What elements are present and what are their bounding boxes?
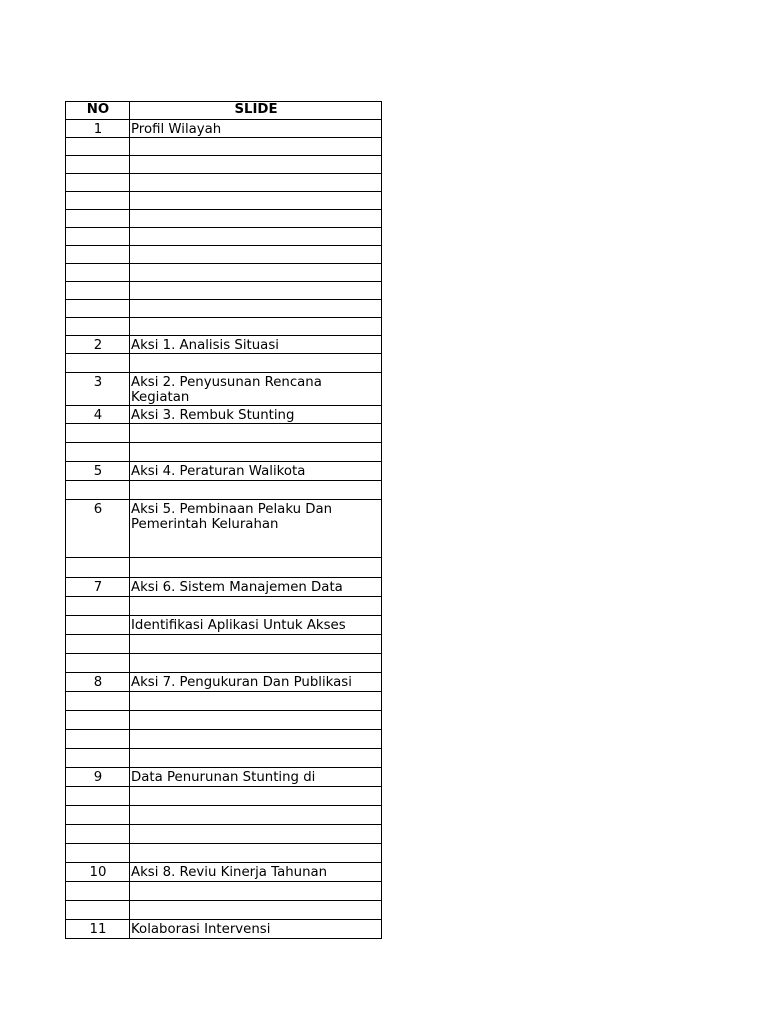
table-row [66,406,382,424]
cell-no[interactable] [66,806,130,825]
table-row [66,635,382,654]
cell-no[interactable] [66,300,130,318]
cell-slide[interactable] [130,787,382,806]
table-row [66,192,382,210]
cell-slide[interactable] [130,424,382,443]
table-row [66,210,382,228]
table-row [66,246,382,264]
cell-no[interactable] [66,210,130,228]
table-body [66,120,382,939]
cell-no[interactable]: 5 [66,462,130,481]
cell-slide[interactable] [130,120,382,138]
cell-slide[interactable] [130,500,382,558]
table-row [66,863,382,882]
cell-no[interactable] [66,692,130,711]
cell-slide[interactable] [130,654,382,673]
cell-slide[interactable] [130,481,382,500]
cell-slide[interactable] [130,558,382,578]
cell-no[interactable] [66,901,130,920]
cell-no[interactable] [66,282,130,300]
cell-slide[interactable] [130,768,382,787]
table-row [66,558,382,578]
cell-slide-text: Aksi 2. Penyusunan Rencana Kegiatan [131,375,322,405]
table-row [66,156,382,174]
table-row [66,443,382,462]
table-row [66,373,382,406]
cell-no[interactable]: 4 [66,406,130,424]
cell-slide[interactable] [130,692,382,711]
cell-slide[interactable] [130,711,382,730]
cell-no[interactable]: 2 [66,336,130,354]
cell-slide[interactable] [130,882,382,901]
cell-slide[interactable] [130,373,382,406]
table-row [66,806,382,825]
cell-slide-text: Aksi 7. Pengukuran Dan Publikasi [131,675,352,690]
cell-no[interactable] [66,264,130,282]
cell-slide[interactable] [130,192,382,210]
cell-slide[interactable] [130,462,382,481]
cell-slide[interactable] [130,282,382,300]
table-row [66,300,382,318]
cell-no[interactable] [66,192,130,210]
table-row [66,336,382,354]
table-row [66,882,382,901]
cell-slide[interactable] [130,228,382,246]
cell-no[interactable]: 8 [66,673,130,692]
table-row [66,901,382,920]
cell-slide[interactable] [130,406,382,424]
cell-slide[interactable] [130,264,382,282]
cell-no[interactable] [66,138,130,156]
table-row [66,692,382,711]
cell-no[interactable] [66,597,130,616]
table-row [66,654,382,673]
cell-slide-text: Aksi 5. Pembinaan Pelaku Dan Pemerintah Kelurahan [131,502,333,532]
table-row [66,768,382,787]
cell-slide[interactable] [130,578,382,597]
cell-slide-text: Data Penurunan Stunting di [131,770,316,785]
cell-slide[interactable] [130,806,382,825]
cell-no[interactable] [66,825,130,844]
cell-slide-text: Kolaborasi Intervensi [131,922,271,937]
cell-slide-text: Aksi 6. Sistem Manajemen Data [131,580,343,595]
cell-no[interactable] [66,654,130,673]
table-row [66,844,382,863]
cell-no[interactable]: 6 [66,500,130,558]
table-row [66,354,382,373]
cell-slide-text: Aksi 1. Analisis Situasi [131,338,279,353]
cell-slide[interactable] [130,246,382,264]
cell-slide[interactable] [130,844,382,863]
cell-no[interactable] [66,558,130,578]
table-row [66,174,382,192]
table-row [66,711,382,730]
table-row [66,749,382,768]
cell-no[interactable] [66,443,130,462]
cell-slide[interactable] [130,138,382,156]
cell-no[interactable] [66,711,130,730]
slide-index-table [65,101,382,939]
table-row [66,825,382,844]
table-row [66,481,382,500]
cell-no[interactable] [66,844,130,863]
cell-slide[interactable] [130,749,382,768]
cell-slide[interactable] [130,730,382,749]
cell-no[interactable] [66,318,130,336]
cell-slide[interactable] [130,318,382,336]
cell-slide[interactable] [130,210,382,228]
cell-slide[interactable] [130,920,382,939]
table-row [66,138,382,156]
cell-slide[interactable] [130,174,382,192]
cell-no[interactable] [66,354,130,373]
cell-no[interactable] [66,882,130,901]
table-row [66,500,382,558]
table-row [66,673,382,692]
cell-no[interactable] [66,730,130,749]
cell-no[interactable] [66,156,130,174]
cell-slide[interactable] [130,354,382,373]
cell-slide[interactable] [130,825,382,844]
cell-no[interactable]: 10 [66,863,130,882]
table-row [66,920,382,939]
cell-no[interactable]: 11 [66,920,130,939]
cell-no[interactable] [66,424,130,443]
cell-no[interactable]: 3 [66,373,130,406]
cell-slide[interactable] [130,597,382,616]
table-row [66,120,382,138]
table-row [66,578,382,597]
cell-slide[interactable] [130,673,382,692]
cell-slide[interactable] [130,863,382,882]
cell-slide-text: Aksi 4. Peraturan Walikota [131,464,306,479]
table-row [66,787,382,806]
cell-slide[interactable] [130,616,382,635]
cell-no[interactable] [66,787,130,806]
header-no[interactable]: NO [66,102,130,120]
cell-no[interactable] [66,749,130,768]
cell-no[interactable] [66,481,130,500]
table-row [66,424,382,443]
cell-no[interactable] [66,174,130,192]
cell-slide-text: Profil Wilayah [131,122,222,137]
cell-slide[interactable] [130,336,382,354]
cell-no[interactable] [66,228,130,246]
header-slide[interactable]: SLIDE [130,102,382,120]
table-row [66,730,382,749]
cell-slide-text: Aksi 3. Rembuk Stunting [131,408,295,423]
table-row [66,462,382,481]
cell-no[interactable]: 9 [66,768,130,787]
table-row [66,616,382,635]
table-row [66,282,382,300]
cell-no[interactable] [66,246,130,264]
table-row [66,228,382,246]
cell-no[interactable]: 1 [66,120,130,138]
table-row [66,597,382,616]
cell-slide-text: Identifikasi Aplikasi Untuk Akses [131,618,346,633]
cell-no[interactable] [66,616,130,635]
cell-slide-text: Aksi 8. Reviu Kinerja Tahunan [131,865,328,880]
cell-slide[interactable] [130,901,382,920]
cell-slide[interactable] [130,443,382,462]
cell-no[interactable]: 7 [66,578,130,597]
table-row [66,264,382,282]
table-row [66,318,382,336]
table-header-row [66,102,382,120]
cell-slide[interactable] [130,156,382,174]
cell-no[interactable] [66,635,130,654]
cell-slide[interactable] [130,635,382,654]
cell-slide[interactable] [130,300,382,318]
